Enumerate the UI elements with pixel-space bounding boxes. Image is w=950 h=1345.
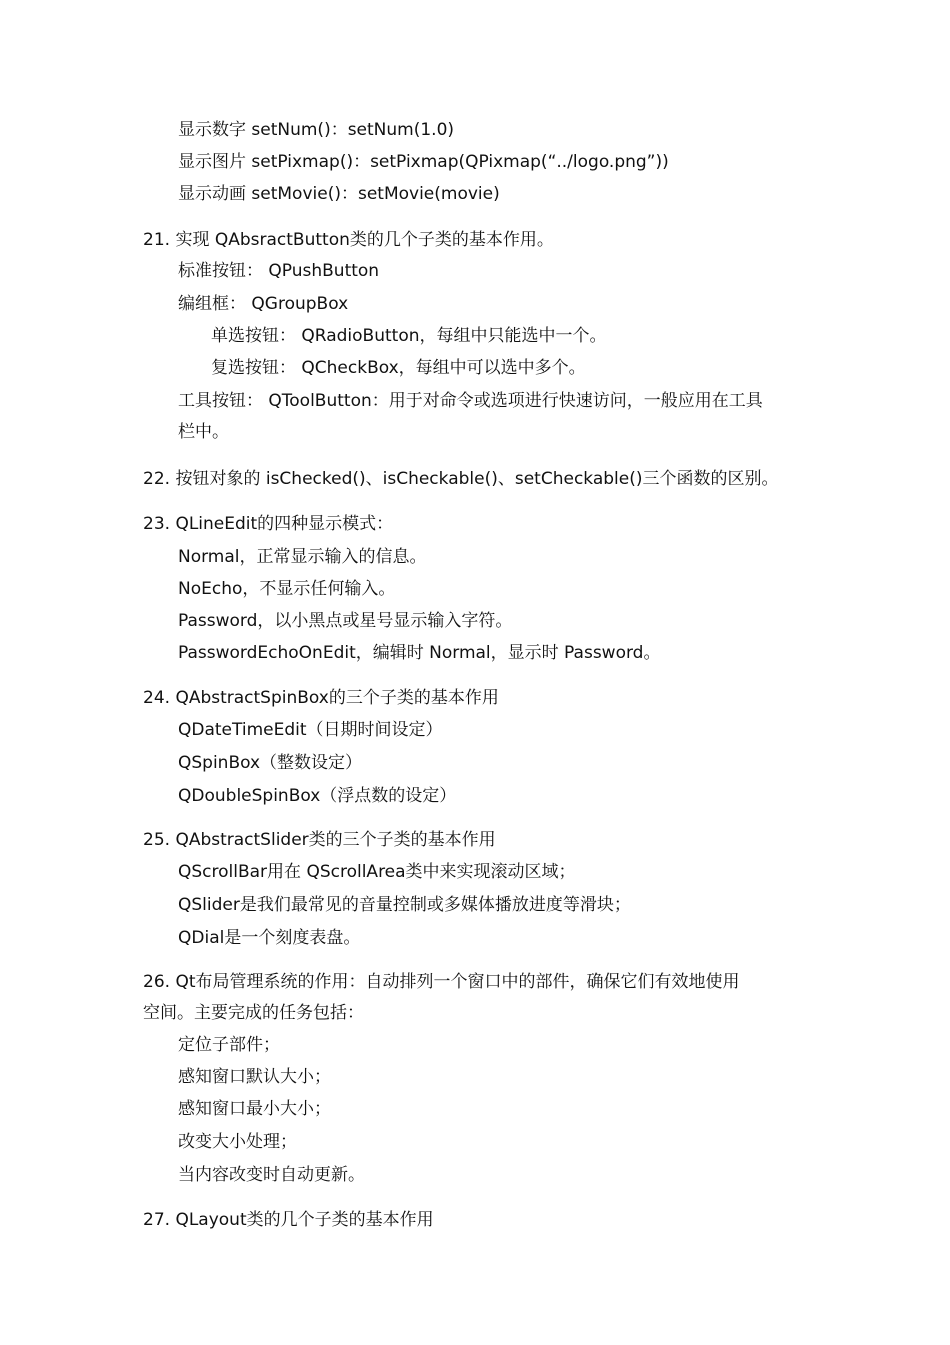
text-line: 编组框： QGroupBox <box>178 294 349 314</box>
text-line: 改变大小处理； <box>178 1132 297 1152</box>
text-line: QSlider是我们最常见的音量控制或多媒体播放进度等滑块； <box>178 895 631 915</box>
text-line: 空间。主要完成的任务包括： <box>143 1003 364 1023</box>
section-heading: 25. QAbstractSlider类的三个子类的基本作用 <box>143 830 496 850</box>
text-line: Normal，正常显示输入的信息。 <box>178 547 427 567</box>
text-line: 标准按钮： QPushButton <box>178 261 380 281</box>
text-line: NoEcho，不显示任何输入。 <box>178 579 396 599</box>
section-heading: 23. QLineEdit的四种显示模式： <box>143 514 394 534</box>
text-line: 栏中。 <box>178 422 229 442</box>
text-line: PasswordEchoOnEdit，编辑时 Normal，显示时 Password。 <box>178 643 661 663</box>
text-line: QDial是一个刻度表盘。 <box>178 928 361 948</box>
text-line: QSpinBox（整数设定） <box>178 753 363 773</box>
text-line: QDateTimeEdit（日期时间设定） <box>178 720 443 740</box>
text-line: 复选按钮： QCheckBox，每组中可以选中多个。 <box>211 358 586 378</box>
section-heading: 27. QLayout类的几个子类的基本作用 <box>143 1210 434 1230</box>
text-line: 单选按钮： QRadioButton，每组中只能选中一个。 <box>211 326 607 346</box>
section-heading: 24. QAbstractSpinBox的三个子类的基本作用 <box>143 688 499 708</box>
text-line: 显示数字 setNum()：setNum(1.0) <box>178 120 455 140</box>
section-heading: 22. 按钮对象的 isChecked()、isCheckable()、setCheckable()三个函数的区别。 <box>143 469 779 489</box>
text-line: QDoubleSpinBox（浮点数的设定） <box>178 786 457 806</box>
text-line: 工具按钮： QToolButton：用于对命令或选项进行快速访问，一般应用在工具 <box>178 391 763 411</box>
text-line: Password，以小黑点或星号显示输入字符。 <box>178 611 513 631</box>
text-line: QScrollBar用在 QScrollArea类中来实现滚动区域； <box>178 862 576 882</box>
section-heading: 21. 实现 QAbsractButton类的几个子类的基本作用。 <box>143 230 554 250</box>
text-line: 感知窗口默认大小； <box>178 1067 331 1087</box>
text-line: 感知窗口最小大小； <box>178 1099 331 1119</box>
section-heading: 26. Qt布局管理系统的作用：自动排列一个窗口中的部件，确保它们有效地使用 <box>143 972 740 992</box>
text-line: 显示图片 setPixmap()：setPixmap(QPixmap(“../logo.png”)) <box>178 152 669 172</box>
text-line: 显示动画 setMovie()：setMovie(movie) <box>178 184 500 204</box>
text-line: 当内容改变时自动更新。 <box>178 1165 365 1185</box>
text-line: 定位子部件； <box>178 1035 280 1055</box>
